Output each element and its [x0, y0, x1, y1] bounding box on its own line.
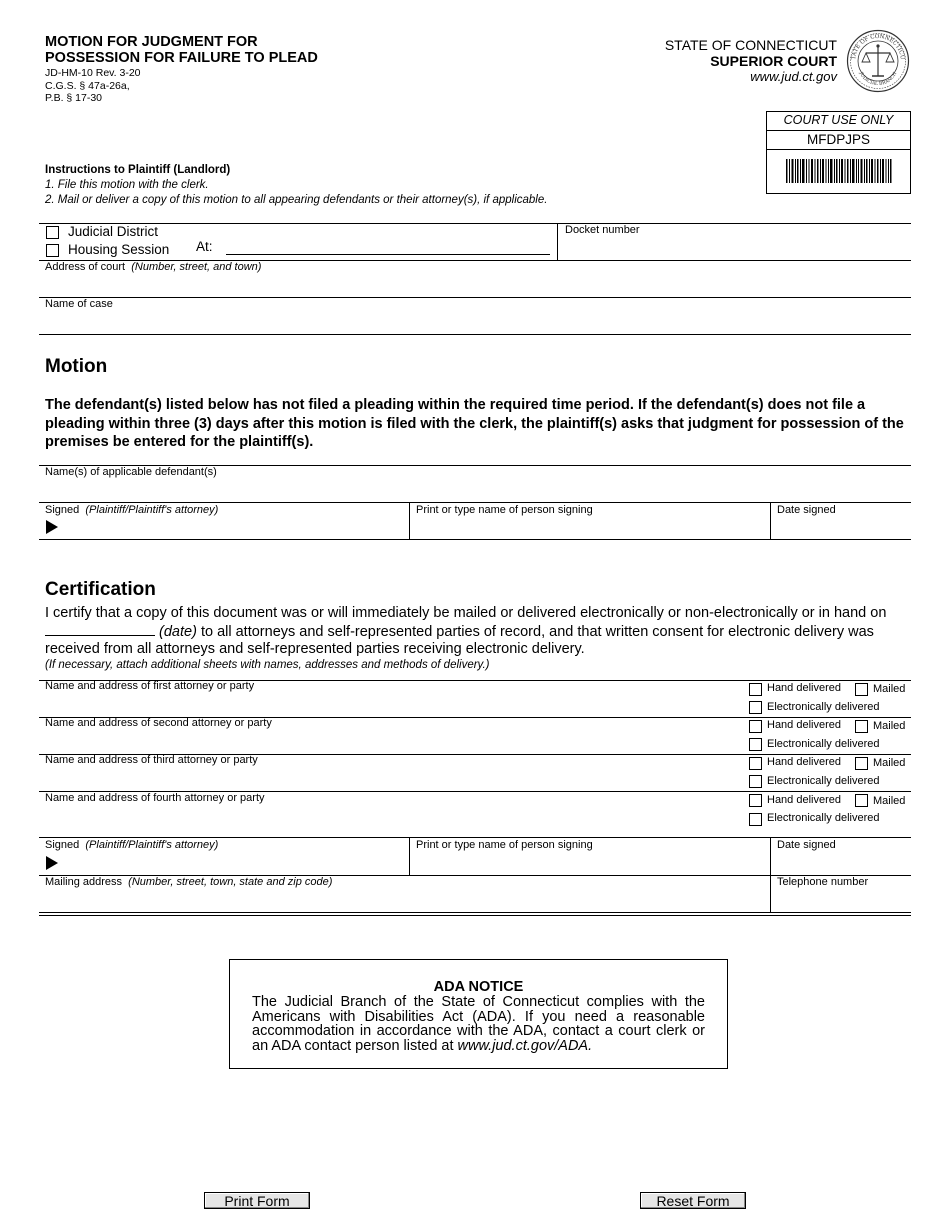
cert-print-name-label: Print or type name of person signing: [416, 839, 593, 851]
form-id: JD-HM-10 Rev. 3-20: [45, 67, 141, 79]
divider: [39, 334, 911, 335]
instructions-heading: Instructions to Plaintiff (Landlord): [45, 164, 231, 176]
party-2-hand-delivered-checkbox[interactable]: [749, 720, 762, 733]
party-3-electronic-checkbox[interactable]: [749, 775, 762, 788]
court-use-box: [766, 111, 911, 194]
ada-notice-box: [229, 959, 728, 1069]
motion-body: The defendant(s) listed below has not filed a pleading within the required time period. If the defendant(s) does not file a pleading within three (3) days after this motion is filed with the clerk, the plaintiff(s) asks that judgment for possession of the premises be entered for the plaintiff(s).: [45, 397, 904, 450]
party-1-hand-delivered-label: Hand delivered: [767, 682, 841, 694]
certification-text-part2: to all attorneys and self-represented parties of record, and that written consent for electronic delivery was received from all attorneys and self-represented parties receiving electronic delivery.: [45, 623, 874, 658]
party-1-label: Name and address of first attorney or party: [45, 680, 255, 692]
cert-date-signed-label: Date signed: [777, 839, 836, 851]
mailing-address-text: Mailing address: [45, 876, 123, 888]
barcode-icon: [767, 150, 910, 188]
party-4-hand-delivered-label: Hand delivered: [767, 794, 841, 806]
print-form-button[interactable]: Print Form: [204, 1192, 310, 1209]
divider: [39, 502, 911, 503]
cert-signed-label: [45, 839, 218, 851]
mailing-address-label: [45, 876, 332, 888]
certification-date-input[interactable]: [45, 623, 155, 636]
party-1-electronic-checkbox[interactable]: [749, 701, 762, 714]
party-2-label: Name and address of second attorney or party: [45, 717, 272, 729]
form-meta: [45, 67, 141, 105]
party-4-label: Name and address of fourth attorney or party: [45, 792, 265, 804]
ada-body: [252, 995, 705, 1053]
court-address-hint: (Number, street, and town): [131, 261, 262, 273]
instructions-line1: 1. File this motion with the clerk.: [45, 179, 209, 191]
party-1-mailed-label: Mailed: [873, 683, 906, 695]
party-2-electronic-checkbox[interactable]: [749, 738, 762, 751]
motion-signed-label: [45, 504, 218, 516]
svg-text:JUDICIAL BRANCH: JUDICIAL BRANCH: [857, 71, 899, 88]
reset-form-button[interactable]: Reset Form: [640, 1192, 746, 1209]
play-arrow-icon: [46, 520, 58, 539]
divider: [39, 539, 911, 540]
at-input[interactable]: [226, 254, 550, 255]
party-4-mailed-label: Mailed: [873, 795, 906, 807]
mailing-address-hint: (Number, street, town, state and zip code): [128, 876, 333, 888]
party-3-electronic-label: Electronically delivered: [767, 775, 880, 787]
form-pb: P.B. § 17-30: [45, 92, 103, 104]
party-3-hand-delivered-checkbox[interactable]: [749, 757, 762, 770]
docket-number-label: Docket number: [565, 224, 640, 236]
divider: [39, 912, 911, 913]
party-3-hand-delivered-label: Hand delivered: [767, 756, 841, 768]
divider: [557, 223, 558, 261]
certification-heading: Certification: [45, 579, 156, 600]
instructions-line2: 2. Mail or deliver a copy of this motion to all appearing defendants or their attorney(s), if applicable.: [45, 194, 548, 206]
divider: [770, 502, 771, 540]
defendants-label: Name(s) of applicable defendant(s): [45, 466, 217, 478]
court-header: [665, 37, 837, 85]
party-1-hand-delivered-checkbox[interactable]: [749, 683, 762, 696]
motion-print-name-label: Print or type name of person signing: [416, 504, 593, 516]
divider: [39, 837, 911, 838]
divider: [409, 502, 410, 540]
divider: [39, 297, 911, 298]
motion-signed-text: Signed: [45, 504, 80, 516]
motion-date-signed-label: Date signed: [777, 504, 836, 516]
state-name: STATE OF CONNECTICUT: [664, 37, 837, 53]
court-use-label: COURT USE ONLY: [767, 112, 910, 131]
judicial-district-checkbox[interactable]: [46, 226, 59, 239]
svg-text:STATE OF CONNECTICUT: TATE OF CONNECTICU: [851, 33, 906, 61]
court-website: www.jud.ct.gov: [750, 69, 837, 84]
party-1-electronic-label: Electronically delivered: [767, 701, 880, 713]
divider: [39, 915, 911, 916]
divider: [409, 837, 410, 875]
party-2-electronic-label: Electronically delivered: [767, 738, 880, 750]
court-address-label-text: Address of court: [45, 261, 126, 273]
certification-text: [45, 605, 905, 659]
party-1-mailed-checkbox[interactable]: [855, 683, 868, 696]
telephone-label: Telephone number: [777, 876, 869, 888]
certification-date-word: (date): [159, 623, 197, 640]
ada-link[interactable]: www.jud.ct.gov/ADA.: [457, 1037, 593, 1054]
party-3-mailed-label: Mailed: [873, 757, 906, 769]
court-name: SUPERIOR COURT: [710, 53, 837, 69]
instructions: [45, 163, 547, 208]
certification-note: (If necessary, attach additional sheets with names, addresses and methods of delivery.): [45, 659, 490, 671]
motion-signed-hint: (Plaintiff/Plaintiff's attorney): [85, 504, 219, 516]
party-4-electronic-label: Electronically delivered: [767, 812, 880, 824]
court-use-code: MFDPJPS: [767, 131, 910, 150]
court-address-label: [45, 261, 261, 273]
party-4-hand-delivered-checkbox[interactable]: [749, 794, 762, 807]
party-3-label: Name and address of third attorney or party: [45, 754, 258, 766]
ada-heading: ADA NOTICE: [433, 979, 524, 995]
party-2-hand-delivered-label: Hand delivered: [767, 719, 841, 731]
housing-session-label: Housing Session: [68, 242, 170, 257]
motion-heading: Motion: [45, 356, 108, 377]
state-seal-icon: [846, 29, 910, 93]
judicial-district-label: Judicial District: [68, 224, 159, 239]
ada-body-text: The Judicial Branch of the State of Connecticut complies with the Americans with Disabilities Act (ADA). If you need a reasonable accommodation in accordance with the ADA, contact a court clerk or an ADA contact person listed at: [252, 994, 705, 1054]
party-4-electronic-checkbox[interactable]: [749, 813, 762, 826]
party-2-mailed-checkbox[interactable]: [855, 720, 868, 733]
at-label: At:: [196, 239, 213, 254]
name-of-case-label: Name of case: [45, 298, 113, 310]
play-arrow-icon: [46, 856, 58, 875]
form-title-line2: POSSESSION FOR FAILURE TO PLEAD: [45, 50, 318, 66]
party-3-mailed-checkbox[interactable]: [855, 757, 868, 770]
cert-signed-hint: (Plaintiff/Plaintiff's attorney): [85, 839, 219, 851]
form-cgs: C.G.S. § 47a-26a,: [45, 79, 130, 92]
divider: [39, 223, 911, 224]
form-title: [45, 34, 318, 66]
cert-signed-text: Signed: [45, 839, 80, 851]
form-title-line1: MOTION FOR JUDGMENT FOR: [45, 34, 258, 50]
party-4-mailed-checkbox[interactable]: [855, 794, 868, 807]
party-2-mailed-label: Mailed: [873, 720, 906, 732]
housing-session-checkbox[interactable]: [46, 244, 59, 257]
certification-text-part1: I certify that a copy of this document was or will immediately be mailed or delivered electronically or non-electronically or in hand on: [45, 605, 887, 621]
